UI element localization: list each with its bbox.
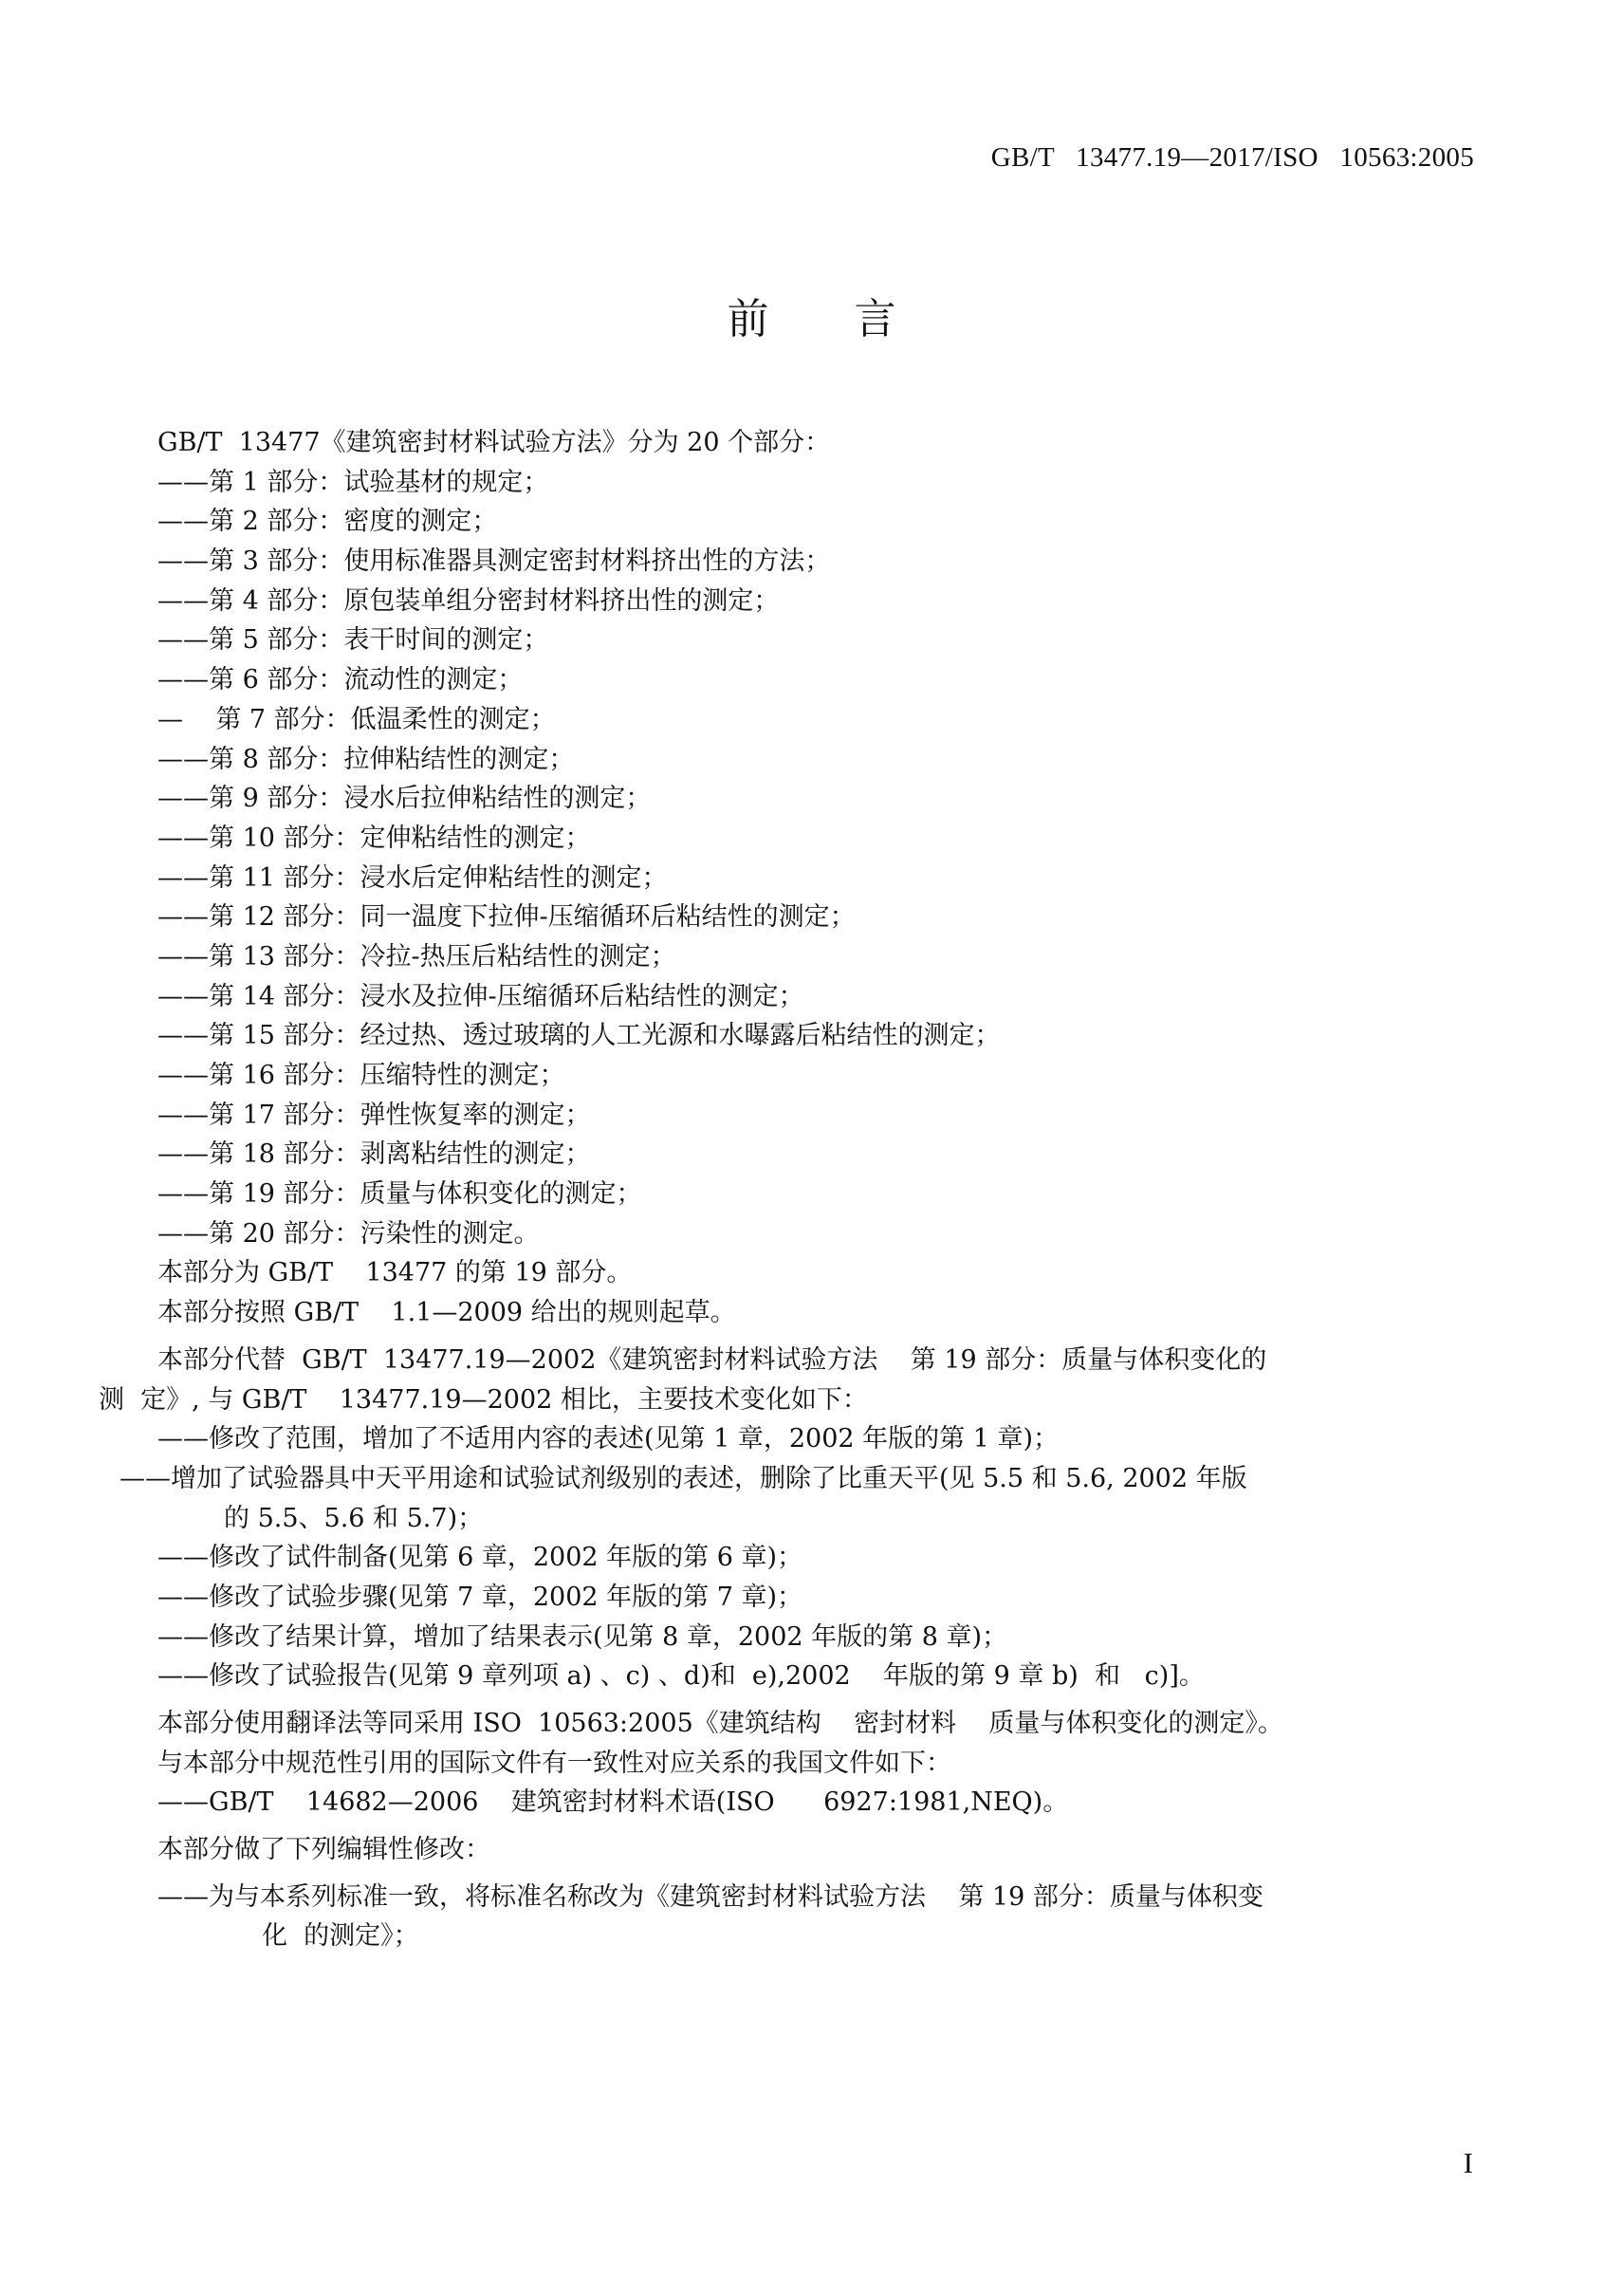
replaces-line-1: 本部分代替 GB/T 13477.19—2002《建筑密封材料试验方法 第 19 部分：质量与体积变化的 [157,1344,1267,1375]
parts-list-item: ——第 17 部分：弹性恢复率的测定； [157,1100,591,1130]
parts-list-item: ——第 9 部分：浸水后拉伸粘结性的测定； [157,784,652,814]
page-title: 前言 [727,295,982,343]
this-part-statement: 本部分为 GB/T 13477 的第 19 部分。 [157,1258,633,1288]
parts-list-item: ——第 8 部分：拉伸粘结性的测定； [157,744,575,774]
change-item: ——修改了结果计算，增加了结果表示(见第 8 章，2002 年版的第 8 章)； [157,1621,1008,1652]
replaces-paragraph [99,1341,1476,1419]
translation-statement: 本部分使用翻译法等同采用 ISO 10563:2005《建筑结构 密封材料 质量与体积变化的测定》。 [157,1709,1283,1738]
parts-list-item: ——第 15 部分：经过热、透过玻璃的人工光源和水曝露后粘结性的测定； [157,1021,1001,1051]
change-item: ——修改了范围，增加了不适用内容的表述(见第 1 章，2002 年版的第 1 章)； [157,1424,1060,1454]
parts-list-item: ——第 16 部分：压缩特性的测定； [157,1061,565,1090]
parts-list [157,463,1476,1254]
editorial-item: ——为与本系列标准一致，将标准名称改为《建筑密封材料试验方法 第 19 部分：质量与体积变 [157,1881,1263,1912]
parts-list-item: ——第 12 部分：同一温度下拉伸-压缩循环后粘结性的测定； [157,902,856,933]
parts-list-item: ——第 11 部分：浸水后定伸粘结性的测定； [157,862,668,893]
parts-list-item: ——第 20 部分：污染性的测定。 [157,1218,540,1249]
parts-list-item: ——第 4 部分：原包装单组分密封材料挤出性的测定； [157,585,780,616]
parts-list-item: ——第 2 部分：密度的测定； [157,507,498,537]
change-item: ——修改了试验报告(见第 9 章列项 a) 、c) 、d)和 e),2002 年版的第 9 章 b) 和 c)]。 [157,1661,1205,1692]
correspondence-statement: 与本部分中规范性引用的国际文件有一致性对应关系的我国文件如下： [157,1748,951,1778]
editorial-intro: 本部分做了下列编辑性修改： [157,1835,490,1865]
parts-list-item: ——第 3 部分：使用标准器具测定密封材料挤出性的方法； [157,546,831,577]
parts-list-item: — 第 7 部分：低温柔性的测定； [157,704,556,734]
parts-list-item: ——第 10 部分：定伸粘结性的测定； [157,823,591,853]
parts-list-item: ——第 1 部分：试验基材的规定； [157,467,549,497]
parts-list-item: ——第 14 部分：浸水及拉伸-压缩循环后粘结性的测定； [157,981,804,1011]
page-number: I [1463,2146,1473,2179]
parts-list-item: ——第 6 部分：流动性的测定； [157,665,524,695]
replaces-line-2: 测 定》, 与 GB/T 13477.19—2002 相比，主要技术变化如下： [99,1384,868,1415]
parts-list-item: ——第 19 部分：质量与体积变化的测定； [157,1179,642,1210]
change-item: ——修改了试验步骤(见第 7 章，2002 年版的第 7 章)； [157,1582,803,1612]
change-item: ——修改了试件制备(见第 6 章，2002 年版的第 6 章)； [157,1543,803,1573]
editorial-item-continuation: 化 的测定》； [262,1921,419,1952]
parts-list-item: ——第 5 部分：表干时间的测定； [157,625,549,656]
change-item: ——增加了试验器具中天平用途和试验试剂级别的表述，删除了比重天平(见 5.5 和 5.6, 2002 年版 [120,1463,1247,1493]
changes-list [120,1419,1476,1696]
parts-list-item: ——第 13 部分：冷拉-热压后粘结性的测定； [157,941,676,972]
editorial-list [157,1878,1476,1956]
intro-paragraph: GB/T 13477《建筑密封材料试验方法》分为 20 个部分： [157,428,831,457]
change-item-continuation: 的 5.5、5.6 和 5.7)； [224,1503,484,1533]
standard-number: GB/T 13477.19—2017/ISO 10563:2005 [990,142,1474,173]
foreword-body [99,423,1476,1956]
correspondence-item: ——GB/T 14682—2006 建筑密封材料术语(ISO 6927:1981,NEQ)。 [157,1787,1069,1818]
drafting-rules-statement: 本部分按照 GB/T 1.1—2009 给出的规则起草。 [157,1298,736,1328]
parts-list-item: ——第 18 部分：剥离粘结性的测定； [157,1139,591,1170]
